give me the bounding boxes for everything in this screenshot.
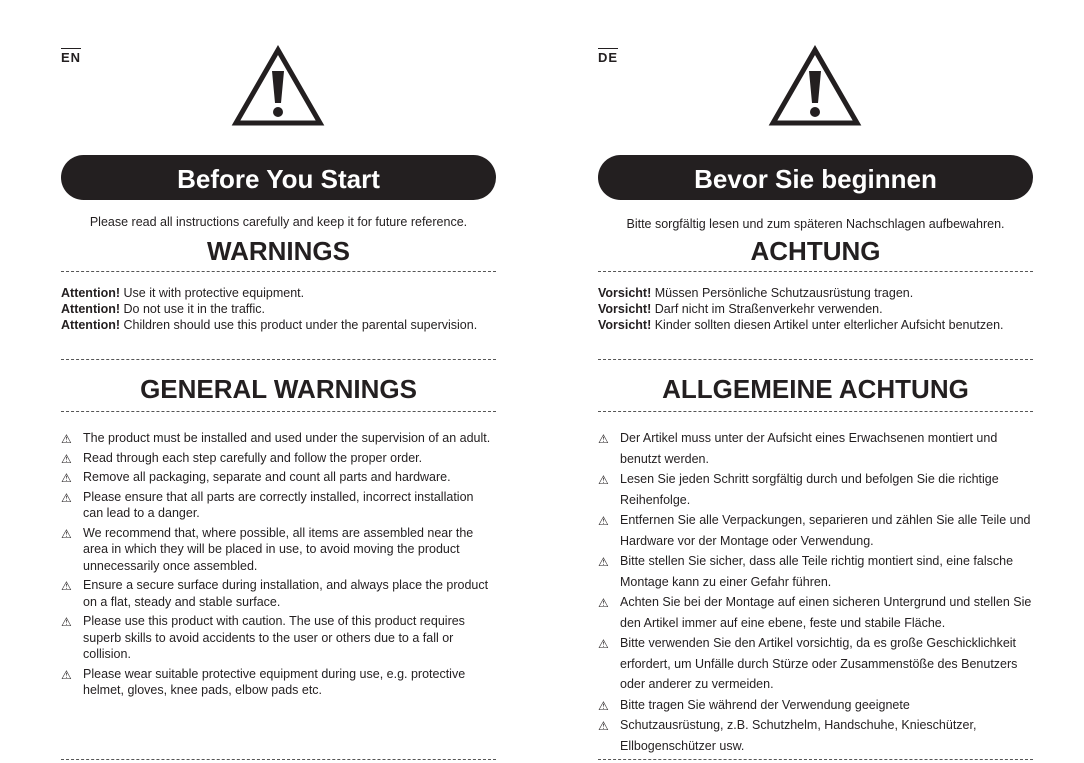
list-item: ⚠ Please ensure that all parts are correctly installed, incorrect installation can lead to a danger. <box>61 489 474 520</box>
list-item: ⚠ Achten Sie bei der Montage auf einen sicheren Untergrund und stellen Sie den Artikel immer auf eine ebene, feste und stabile Fläche. <box>598 595 1032 630</box>
divider <box>598 359 1033 360</box>
divider <box>598 411 1033 412</box>
list-item: ⚠ Lesen Sie jeden Schritt sorgfältig durch und befolgen Sie die richtige Reihenfolge. <box>598 472 999 507</box>
list-item: ⚠ Entfernen Sie alle Verpackungen, separieren und zählen Sie alle Teile und Hardware vor der Montage oder Verwendung. <box>598 513 1031 548</box>
attention-item: Vorsicht! Kinder sollten diesen Artikel unter elterlicher Aufsicht benutzen. <box>598 318 1004 332</box>
divider <box>61 411 496 412</box>
list-item: ⚠ Schutzausrüstung, z.B. Schutzhelm, Handschuhe, Knieschützer, Ellbogenschützer usw. <box>598 718 977 753</box>
warning-small-icon: ⚠ <box>61 451 72 466</box>
general-warnings-heading: ALLGEMEINE ACHTUNG <box>662 374 969 404</box>
list-item: ⚠ Bitte tragen Sie während der Verwendung geeignete <box>598 695 1033 716</box>
warning-small-icon: ⚠ <box>598 555 609 569</box>
general-warnings-list <box>598 428 1033 756</box>
warnings-heading: WARNINGS <box>207 236 350 266</box>
warning-small-icon: ⚠ <box>61 526 72 541</box>
warning-small-icon: ⚠ <box>598 514 609 528</box>
warning-small-icon: ⚠ <box>61 615 72 629</box>
language-label: EN <box>61 50 82 65</box>
warning-small-icon: ⚠ <box>598 637 609 651</box>
warning-small-icon: ⚠ <box>61 471 72 485</box>
list-item: ⚠ Please use this product with caution. The use of this product requires superb skills to avoid accidents to the user or others due to a fall or collision. <box>61 614 465 661</box>
list-item: ⚠ Bitte verwenden Sie den Artikel vorsichtig, da es große Geschicklichkeit erfordert, um Unfälle durch Stürze oder Zusammenstöße des Benutzers oder anderer zu vermeiden. <box>598 636 1018 691</box>
list-item: ⚠ Remove all packaging, separate and count all parts and hardware. <box>61 470 451 485</box>
divider <box>61 359 496 360</box>
attention-list <box>61 285 496 333</box>
warning-small-icon: ⚠ <box>61 432 72 446</box>
warning-small-icon: ⚠ <box>598 473 609 487</box>
attention-item: Attention! Do not use it in the traffic. <box>61 302 265 316</box>
warnings-heading: ACHTUNG <box>750 236 881 266</box>
warning-small-icon: ⚠ <box>61 579 72 593</box>
attention-item: Attention! Use it with protective equipment. <box>61 286 305 300</box>
warning-small-icon: ⚠ <box>598 432 609 446</box>
attention-item: Vorsicht! Darf nicht im Straßenverkehr verwenden. <box>598 302 883 316</box>
list-item: ⚠ Read through each step carefully and follow the proper order. <box>61 450 423 466</box>
warning-small-icon: ⚠ <box>598 596 609 610</box>
divider <box>598 759 1033 760</box>
intro-text: Bitte sorgfältig lesen und zum späteren Nachschlagen aufbewahren. <box>626 217 1005 231</box>
list-item: ⚠ Der Artikel muss unter der Aufsicht eines Erwachsenen montiert und benutzt werden. <box>598 431 998 466</box>
divider <box>61 759 496 760</box>
list-item: ⚠ Bitte stellen Sie sicher, dass alle Teile richtig montiert sind, eine falsche Montage kann zu einer Gefahr führen. <box>598 554 1014 589</box>
intro-text: Please read all instructions carefully and keep it for future reference. <box>89 215 468 229</box>
warning-triangle-icon <box>768 45 862 129</box>
list-item: ⚠ We recommend that, where possible, all items are assembled near the area in which they will be placed in use, to avoid moving the product unnecessarily once assembled. <box>61 525 474 573</box>
attention-list <box>598 285 1033 333</box>
attention-item: Attention! Children should use this product under the parental supervision. <box>61 318 478 332</box>
warning-triangle-icon <box>231 45 325 129</box>
warning-small-icon: ⚠ <box>598 698 609 713</box>
list-item: ⚠ Ensure a secure surface during installation, and always place the product on a flat, steady and stable surface. <box>61 578 489 609</box>
list-item: ⚠ Please wear suitable protective equipment during use, e.g. protective helmet, gloves, knee pads, elbow pads etc. <box>61 666 466 697</box>
warning-small-icon: ⚠ <box>598 719 609 733</box>
attention-item: Vorsicht! Müssen Persönliche Schutzausrüstung tragen. <box>598 286 914 300</box>
list-item: ⚠ The product must be installed and used under the supervision of an adult. <box>61 431 491 446</box>
general-warnings-list <box>61 430 496 702</box>
language-label: DE <box>598 50 619 65</box>
warning-small-icon: ⚠ <box>61 667 72 682</box>
divider <box>598 271 1033 272</box>
divider <box>61 271 496 272</box>
section-banner: Bevor Sie beginnen <box>598 155 1033 200</box>
warning-small-icon: ⚠ <box>61 490 72 505</box>
section-banner: Before You Start <box>61 155 496 200</box>
general-warnings-heading: GENERAL WARNINGS <box>140 374 417 404</box>
